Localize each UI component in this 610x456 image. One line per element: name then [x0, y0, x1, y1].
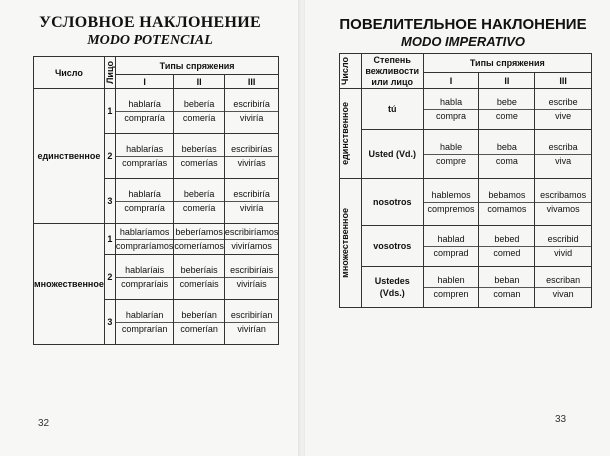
form-cell — [423, 89, 479, 130]
header-number: Число — [340, 57, 350, 85]
form-cell — [115, 300, 174, 345]
right-page-number: 33 — [555, 414, 567, 425]
verb-form-second: viviría — [239, 202, 264, 213]
verb-form-second: comprad — [433, 247, 469, 258]
header-type-ii: II — [479, 73, 535, 89]
verb-form-second: comed — [493, 247, 521, 258]
form-cell — [423, 226, 479, 267]
verb-form-second: compraría — [124, 202, 165, 213]
header-types: Типы спряжения — [115, 57, 279, 75]
left-title: УСЛОВНОЕ НАКЛОНЕНИЕ — [39, 14, 261, 31]
verb-form-first: hablaríais — [116, 264, 174, 278]
left-subtitle: MODO POTENCIAL — [87, 33, 213, 48]
verb-form-second: coma — [495, 155, 518, 166]
verb-form-first: hablad — [424, 233, 479, 247]
form-cell — [224, 89, 279, 134]
form-cell — [174, 224, 225, 255]
verb-form-second: comerías — [180, 157, 218, 168]
verb-form-second: comería — [182, 112, 216, 123]
verb-form-second: vivamos — [546, 203, 580, 214]
verb-form-first: beberíamos — [174, 226, 224, 240]
table-row — [34, 89, 279, 134]
person-cell: Usted (Vd.) — [361, 130, 423, 179]
verb-form-first: escriba — [535, 141, 591, 155]
conditional-table — [33, 56, 279, 345]
header-type-i: I — [115, 75, 174, 89]
right-title: ПОВЕЛИТЕЛЬНОЕ НАКЛОНЕНИЕ — [339, 16, 587, 33]
form-cell — [224, 134, 279, 179]
imperative-table — [339, 53, 592, 308]
verb-form-second: viva — [555, 155, 572, 166]
verb-form-first: hablen — [424, 274, 479, 288]
right-subtitle: MODO IMPERATIVO — [401, 34, 525, 49]
person-cell: 2 — [104, 255, 115, 300]
verb-form-first: escribiríais — [225, 264, 279, 278]
person-cell: 1 — [104, 89, 115, 134]
verb-form-second: compren — [433, 288, 469, 299]
verb-form-first: escribe — [535, 96, 591, 110]
verb-form-second: vivirían — [237, 323, 266, 334]
form-cell — [423, 179, 479, 226]
header-type-ii: II — [174, 75, 225, 89]
number-label: единственное — [34, 89, 105, 224]
form-cell — [224, 179, 279, 224]
verb-form-first: beberíais — [174, 264, 224, 278]
table-row — [34, 224, 279, 255]
form-cell — [479, 179, 535, 226]
form-cell — [174, 300, 225, 345]
form-cell — [115, 255, 174, 300]
form-cell — [535, 130, 592, 179]
form-cell — [535, 89, 592, 130]
verb-form-second: viviríamos — [231, 240, 272, 251]
verb-form-first: escribid — [535, 233, 591, 247]
verb-form-second: vive — [555, 110, 572, 121]
header-type-i: I — [423, 73, 479, 89]
form-cell — [423, 267, 479, 308]
verb-form-first: escribirían — [225, 309, 279, 323]
verb-form-first: beban — [479, 274, 534, 288]
verb-form-first: habla — [424, 96, 479, 110]
form-cell — [479, 267, 535, 308]
form-cell — [174, 134, 225, 179]
verb-form-first: hablaría — [116, 188, 174, 202]
verb-form-second: compraría — [124, 112, 165, 123]
form-cell — [535, 179, 592, 226]
verb-form-second: vivid — [554, 247, 573, 258]
form-cell — [174, 89, 225, 134]
verb-form-first: hablaríamos — [116, 226, 174, 240]
verb-form-second: comamos — [487, 203, 527, 214]
form-cell — [479, 89, 535, 130]
verb-form-second: vivirías — [237, 157, 266, 168]
verb-form-first: hablarían — [116, 309, 174, 323]
right-page — [305, 0, 610, 456]
form-cell — [224, 224, 279, 255]
form-cell — [224, 255, 279, 300]
verb-form-second: comeríais — [179, 278, 219, 289]
person-cell: tú — [361, 89, 423, 130]
verb-form-second: viviríais — [236, 278, 267, 289]
person-cell: 1 — [104, 224, 115, 255]
person-cell: Ustedes (Vds.) — [361, 267, 423, 308]
verb-form-second: compre — [436, 155, 467, 166]
form-cell — [479, 226, 535, 267]
verb-form-first: escribiría — [225, 98, 279, 112]
form-cell — [535, 226, 592, 267]
header-number: Число — [34, 57, 105, 89]
verb-form-second: coman — [493, 288, 521, 299]
form-cell — [423, 130, 479, 179]
table-row — [340, 89, 592, 130]
header-type-iii: III — [224, 75, 279, 89]
verb-form-first: bebed — [479, 233, 534, 247]
person-cell: vosotros — [361, 226, 423, 267]
verb-form-first: bebe — [479, 96, 534, 110]
verb-form-second: come — [495, 110, 518, 121]
table-row — [340, 130, 592, 179]
table-row — [340, 226, 592, 267]
verb-form-second: compremos — [427, 203, 475, 214]
form-cell — [115, 179, 174, 224]
verb-form-first: hablemos — [424, 189, 479, 203]
verb-form-first: bebería — [174, 98, 224, 112]
verb-form-second: comería — [182, 202, 216, 213]
form-cell — [115, 89, 174, 134]
person-cell: 3 — [104, 300, 115, 345]
verb-form-first: hablaría — [116, 98, 174, 112]
form-cell — [174, 179, 225, 224]
verb-form-first: bebería — [174, 188, 224, 202]
verb-form-first: beberían — [174, 309, 224, 323]
form-cell — [535, 267, 592, 308]
left-page — [0, 0, 300, 456]
table-row — [340, 179, 592, 226]
form-cell — [174, 255, 225, 300]
verb-form-first: hablarías — [116, 143, 174, 157]
verb-form-first: escribirías — [225, 143, 279, 157]
form-cell — [224, 300, 279, 345]
verb-form-second: comprarías — [122, 157, 168, 168]
verb-form-second: compra — [436, 110, 467, 121]
header-degree: Степень вежливости или лицо — [361, 54, 423, 89]
header-type-iii: III — [535, 73, 592, 89]
verb-form-first: beberías — [174, 143, 224, 157]
number-label: множественное — [340, 208, 350, 278]
header-types: Типы спряжения — [423, 54, 591, 73]
number-label: множественное — [34, 224, 105, 345]
verb-form-first: escribiríamos — [225, 226, 279, 240]
verb-form-second: comprarían — [121, 323, 168, 334]
person-cell: 3 — [104, 179, 115, 224]
verb-form-first: escribamos — [535, 189, 591, 203]
left-page-number: 32 — [38, 418, 50, 429]
person-cell: nosotros — [361, 179, 423, 226]
header-person: Лицо — [104, 61, 115, 84]
form-cell — [115, 134, 174, 179]
person-cell: 2 — [104, 134, 115, 179]
verb-form-second: vivan — [552, 288, 574, 299]
verb-form-first: beba — [479, 141, 534, 155]
verb-form-first: bebamos — [479, 189, 534, 203]
verb-form-second: compraríais — [121, 278, 169, 289]
verb-form-second: viviría — [239, 112, 264, 123]
form-cell — [115, 224, 174, 255]
table-row — [340, 267, 592, 308]
verb-form-first: hable — [424, 141, 479, 155]
verb-form-second: comerían — [180, 323, 218, 334]
form-cell — [479, 130, 535, 179]
verb-form-second: comeríamos — [174, 240, 224, 251]
verb-form-first: escriban — [535, 274, 591, 288]
verb-form-first: escribiría — [225, 188, 279, 202]
number-label: единственное — [340, 102, 350, 165]
verb-form-second: compraríamos — [115, 240, 174, 251]
